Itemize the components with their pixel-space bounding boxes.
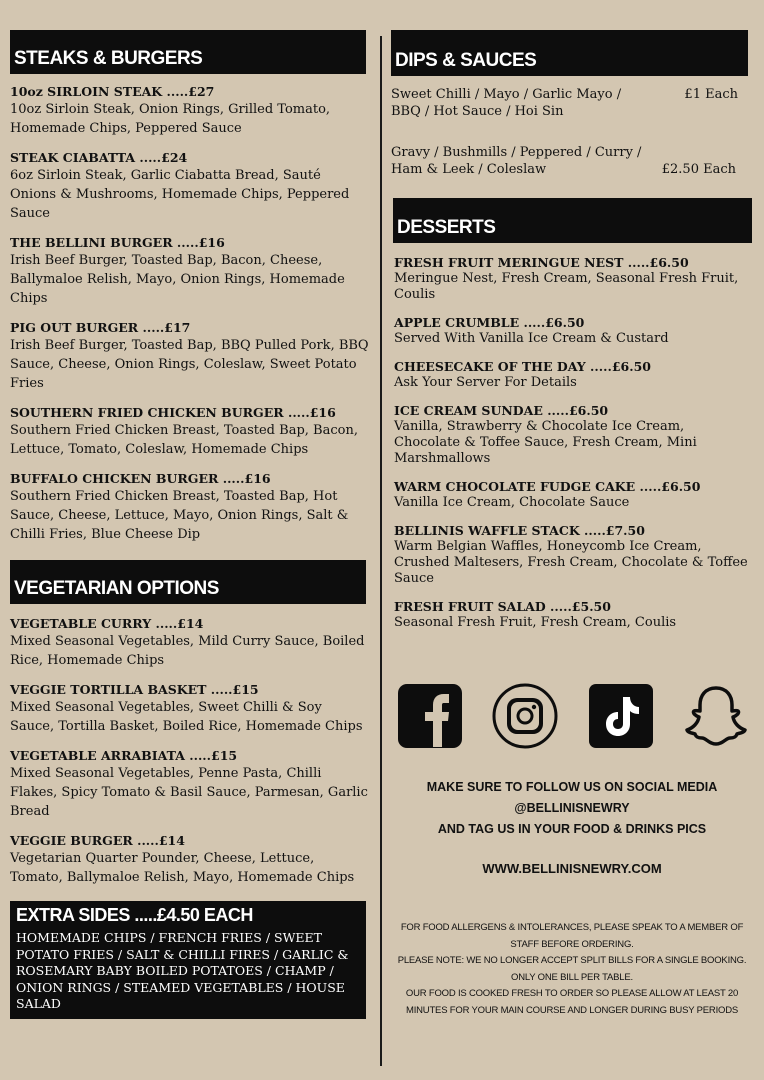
item-desc: Warm Belgian Waffles, Honeycomb Ice Cream, Crushed Maltesers, Fresh Cream, Chocolate & Toffee Sauce <box>394 539 748 586</box>
item-title: ICE CREAM SUNDAE .....£6.50 <box>394 403 609 418</box>
menu-item <box>394 523 753 587</box>
item-desc: Mixed Seasonal Vegetables, Sweet Chilli & Soy Sauce, Tortilla Basket, Boiled Rice, Homemade Chips <box>10 700 363 734</box>
item-title: PIG OUT BURGER .....£17 <box>10 320 191 335</box>
item-title: BELLINIS WAFFLE STACK .....£7.50 <box>394 523 645 538</box>
item-title: FRESH FRUIT SALAD .....£5.50 <box>394 599 611 614</box>
menu-item <box>10 234 370 308</box>
menu-item <box>10 149 370 223</box>
split-bill-note: PLEASE NOTE: WE NO LONGER ACCEPT SPLIT BILLS FOR A SINGLE BOOKING. ONLY ONE BILL PER TABLE. <box>397 955 747 983</box>
facebook-icon[interactable] <box>397 683 463 749</box>
item-title: CHEESECAKE OF THE DAY .....£6.50 <box>394 359 651 374</box>
dip-row <box>391 144 753 178</box>
left-column <box>10 0 370 1019</box>
website-link[interactable]: WWW.BELLINISNEWRY.COM <box>482 861 662 876</box>
menu-item <box>394 599 753 631</box>
item-title: THE BELLINI BURGER .....£16 <box>10 235 225 250</box>
dip-price: £1 Each <box>684 87 738 102</box>
item-desc: Irish Beef Burger, Toasted Bap, Bacon, Cheese, Ballymaloe Relish, Mayo, Onion Rings, Homemade Chips <box>10 253 345 306</box>
menu-item <box>394 359 753 391</box>
extra-sides-box <box>10 901 366 1019</box>
item-title: WARM CHOCOLATE FUDGE CAKE .....£6.50 <box>394 479 701 494</box>
item-desc: 6oz Sirloin Steak, Garlic Ciabatta Bread, Sauté Onions & Mushrooms, Homemade Chips, Peppered Sauce <box>10 168 350 221</box>
item-desc: Vanilla Ice Cream, Chocolate Sauce <box>394 495 630 510</box>
item-title: VEGETABLE CURRY .....£14 <box>10 616 204 631</box>
menu-item <box>10 681 370 736</box>
item-title: 10oz SIRLOIN STEAK .....£27 <box>10 84 215 99</box>
desserts-list <box>391 255 753 631</box>
dips-heading: DIPS & SAUCES <box>391 30 748 76</box>
allergen-note: FOR FOOD ALLERGENS & INTOLERANCES, PLEASE SPEAK TO A MEMBER OF STAFF BEFORE ORDERING. <box>400 922 744 950</box>
item-title: APPLE CRUMBLE .....£6.50 <box>394 315 585 330</box>
item-desc: Seasonal Fresh Fruit, Fresh Cream, Coulis <box>394 615 677 630</box>
item-title: SOUTHERN FRIED CHICKEN BURGER .....£16 <box>10 405 336 420</box>
item-desc: Served With Vanilla Ice Cream & Custard <box>394 331 669 346</box>
item-desc: Mixed Seasonal Vegetables, Mild Curry Sauce, Boiled Rice, Homemade Chips <box>10 634 365 668</box>
item-desc: Southern Fried Chicken Breast, Toasted Bap, Hot Sauce, Cheese, Lettuce, Mayo, Onion Rings, Salt & Chilli Fries, Blue Cheese Dip <box>10 489 349 542</box>
menu-item <box>394 315 753 347</box>
item-title: FRESH FRUIT MERINGUE NEST .....£6.50 <box>394 255 689 270</box>
tiktok-icon[interactable] <box>588 683 654 749</box>
extra-sides-heading: EXTRA SIDES .....£4.50 EACH <box>16 905 253 925</box>
right-column <box>391 0 753 1019</box>
steaks-list <box>10 83 370 544</box>
extra-sides-list: HOMEMADE CHIPS / FRENCH FRIES / SWEET POTATO FRIES / SALT & CHILLI FIRES / GARLIC & ROSEMARY BABY BOILED POTATOES / CHAMP / ONION RINGS / STEAMED VEGETABLES / HOUSE SALAD <box>16 930 349 1011</box>
social-line-1: MAKE SURE TO FOLLOW US ON SOCIAL MEDIA <box>426 780 718 794</box>
menu-item <box>394 403 753 467</box>
menu-item <box>394 479 753 511</box>
menu-item <box>10 832 370 887</box>
item-desc: Vegetarian Quarter Pounder, Cheese, Lettuce, Tomato, Ballymaloe Relish, Mayo, Homemade Chips <box>10 851 355 885</box>
item-title: BUFFALO CHICKEN BURGER .....£16 <box>10 471 271 486</box>
menu-item <box>394 255 753 303</box>
menu-item <box>10 615 370 670</box>
social-handle[interactable]: @BELLINISNEWRY <box>514 801 630 815</box>
menu-item <box>10 470 370 544</box>
item-title: VEGGIE TORTILLA BASKET .....£15 <box>10 682 259 697</box>
dips-list <box>391 86 753 178</box>
item-desc: Southern Fried Chicken Breast, Toasted Bap, Bacon, Lettuce, Tomato, Coleslaw, Homemade Chips <box>10 423 358 457</box>
dip-names: Gravy / Bushmills / Peppered / Curry / Ham & Leek / Coleslaw <box>391 145 642 177</box>
item-desc: Mixed Seasonal Vegetables, Penne Pasta, Chilli Flakes, Spicy Tomato & Basil Sauce, Parmesan, Garlic Bread <box>10 766 368 819</box>
item-desc: Ask Your Server For Details <box>394 375 577 390</box>
item-title: STEAK CIABATTA .....£24 <box>10 150 188 165</box>
item-desc: 10oz Sirloin Steak, Onion Rings, Grilled Tomato, Homemade Chips, Peppered Sauce <box>10 102 331 136</box>
cooking-note: OUR FOOD IS COOKED FRESH TO ORDER SO PLEASE ALLOW AT LEAST 20 MINUTES FOR YOUR MAIN COURSE AND LONGER DURING BUSY PERIODS <box>405 988 739 1016</box>
social-icons <box>391 683 753 749</box>
steaks-heading: STEAKS & BURGERS <box>10 30 366 74</box>
item-desc: Vanilla, Strawberry & Chocolate Ice Cream, Chocolate & Toffee Sauce, Fresh Cream, Mini Marshmallows <box>394 419 697 466</box>
social-message <box>391 777 753 840</box>
dip-row <box>391 86 753 120</box>
menu-item <box>10 404 370 459</box>
notes <box>391 920 753 1019</box>
instagram-icon[interactable] <box>492 683 558 749</box>
desserts-heading: DESSERTS <box>393 198 752 243</box>
column-divider <box>380 36 382 1066</box>
social-line-3: AND TAG US IN YOUR FOOD & DRINKS PICS <box>437 822 707 836</box>
snapchat-icon[interactable] <box>683 683 749 749</box>
item-title: VEGETABLE ARRABIATA .....£15 <box>10 748 238 763</box>
item-desc: Irish Beef Burger, Toasted Bap, BBQ Pulled Pork, BBQ Sauce, Cheese, Onion Rings, Coleslaw, Sweet Potato Fries <box>10 338 369 391</box>
vegetarian-list <box>10 615 370 887</box>
dip-price: £2.50 Each <box>661 162 736 177</box>
menu-item <box>10 747 370 821</box>
item-title: VEGGIE BURGER .....£14 <box>10 833 185 848</box>
dip-names: Sweet Chilli / Mayo / Garlic Mayo / BBQ / Hot Sauce / Hoi Sin <box>391 87 622 119</box>
item-desc: Meringue Nest, Fresh Cream, Seasonal Fresh Fruit, Coulis <box>394 271 739 302</box>
menu-item <box>10 83 370 138</box>
menu-item <box>10 319 370 393</box>
vegetarian-heading: VEGETARIAN OPTIONS <box>10 560 366 604</box>
